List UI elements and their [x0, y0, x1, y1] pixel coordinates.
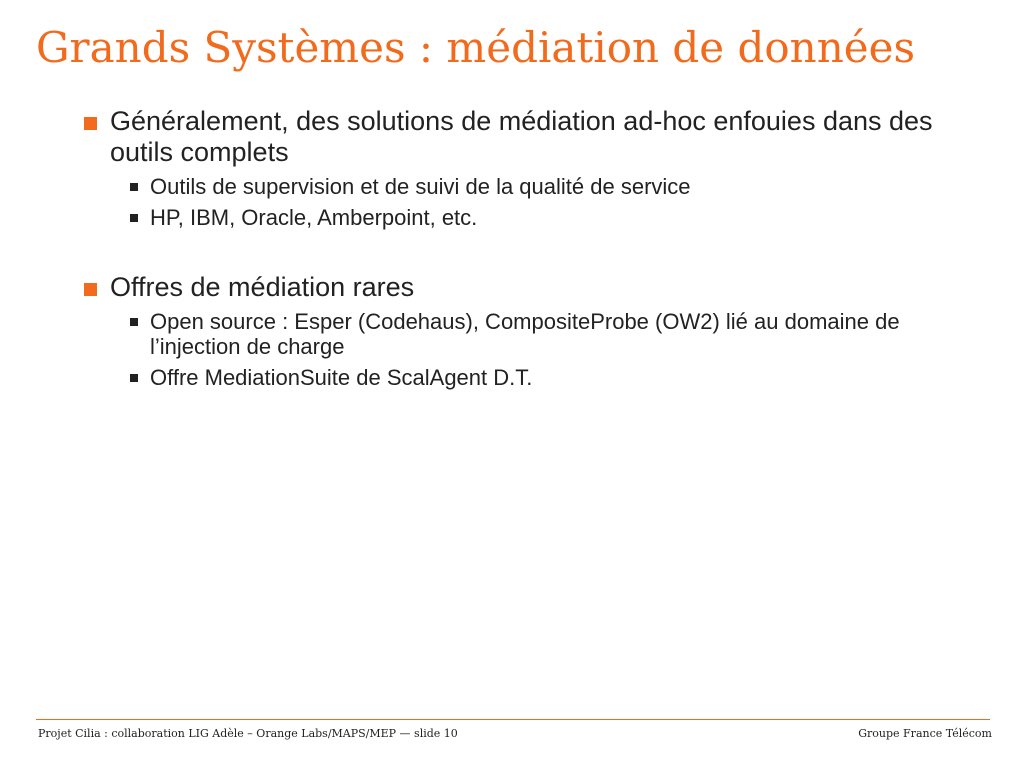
bullet-item-1 [82, 106, 962, 168]
small-square-bullet-icon [130, 318, 138, 326]
sub-bullet-item [130, 174, 962, 199]
square-bullet-icon [84, 283, 97, 296]
bullet-item-2 [82, 272, 962, 303]
bullet-text: Offres de médiation rares [110, 272, 415, 302]
sub-bullet-text: Outils de supervision et de suivi de la qualité de service [150, 174, 691, 199]
footer-left-text: Projet Cilia : collaboration LIG Adèle – Orange Labs/MAPS/MEP — slide 10 [38, 727, 458, 740]
sub-bullet-text: Open source : Esper (Codehaus), CompositeProbe (OW2) lié au domaine de l’injection de charge [150, 309, 900, 359]
sub-bullet-item [130, 365, 962, 390]
bullet-text: Généralement, des solutions de médiation ad-hoc enfouies dans des outils complets [110, 106, 933, 167]
sub-bullet-list [82, 309, 962, 390]
small-square-bullet-icon [130, 374, 138, 382]
sub-bullet-text: Offre MediationSuite de ScalAgent D.T. [150, 365, 533, 390]
sub-bullet-text: HP, IBM, Oracle, Amberpoint, etc. [150, 205, 478, 230]
sub-bullet-list [82, 174, 962, 230]
footer-right-text: Groupe France Télécom [858, 727, 992, 740]
sub-bullet-item [130, 205, 962, 230]
footer-divider [36, 719, 990, 720]
sub-bullet-item [130, 309, 962, 359]
small-square-bullet-icon [130, 183, 138, 191]
square-bullet-icon [84, 117, 97, 130]
slide-title: Grands Systèmes : médiation de données [36, 23, 916, 72]
small-square-bullet-icon [130, 214, 138, 222]
bullet-list [82, 106, 962, 396]
